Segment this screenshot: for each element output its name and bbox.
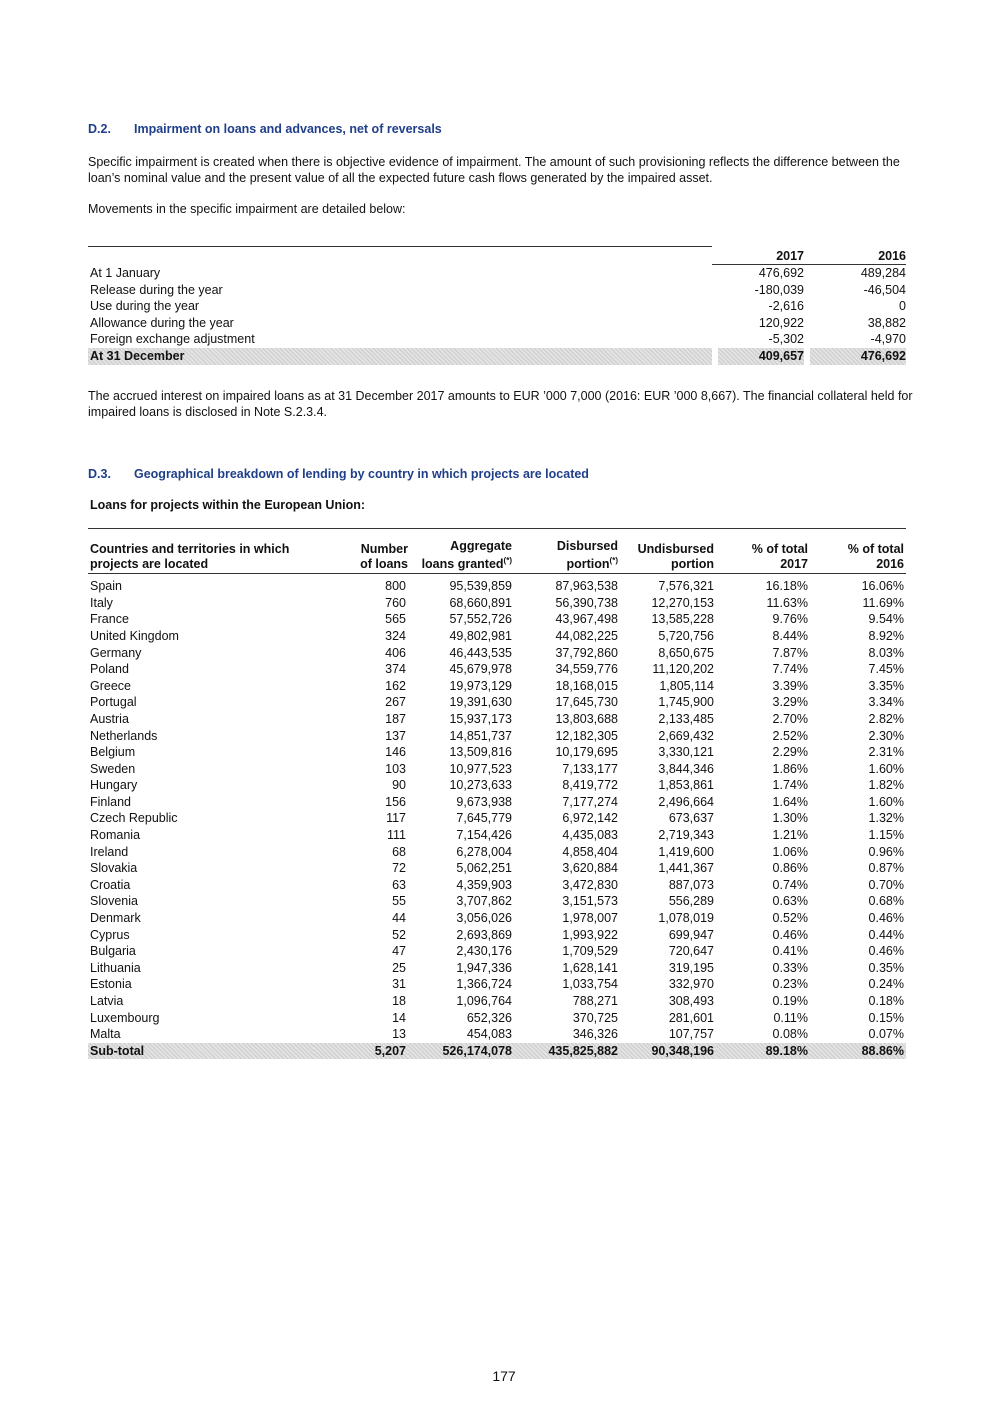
table-cell: 0.41% <box>772 944 808 959</box>
table-row <box>88 777 906 794</box>
row-label: Allowance during the year <box>90 315 234 330</box>
table-cell: 1.64% <box>772 794 808 809</box>
table-cell: 11,120,202 <box>652 662 714 677</box>
d2-paragraph-2: Movements in the specific impairment are detailed below: <box>88 202 406 216</box>
table-cell: 7,154,426 <box>456 828 512 843</box>
column-header-number <box>314 539 408 574</box>
table-cell: 1.86% <box>772 761 808 776</box>
table-cell: 2.70% <box>772 711 808 726</box>
table-cell: 3,056,026 <box>456 911 512 926</box>
table-cell: 3,620,884 <box>562 861 618 876</box>
table-cell: 2,693,869 <box>456 927 512 942</box>
country-name: Czech Republic <box>90 811 178 826</box>
table-cell: 43,967,498 <box>555 612 618 627</box>
table-cell: 1,628,141 <box>562 960 618 975</box>
country-name: Hungary <box>90 778 138 793</box>
country-name: Slovenia <box>90 894 138 909</box>
table-cell: 699,947 <box>668 927 714 942</box>
table-cell: 720,647 <box>668 944 714 959</box>
column-header-2016: 2016 <box>810 247 906 265</box>
table-cell: 137 <box>385 728 406 743</box>
table-cell: 10,273,633 <box>449 778 512 793</box>
column-header-aggregate <box>408 539 514 574</box>
table-total-row <box>88 348 906 365</box>
table-row <box>88 282 906 299</box>
table-cell: 3.39% <box>772 678 808 693</box>
country-name: Finland <box>90 794 131 809</box>
country-name: Netherlands <box>90 728 158 743</box>
table-cell: 0.24% <box>868 977 904 992</box>
table-cell: 13,585,228 <box>651 612 714 627</box>
table-row <box>88 761 906 778</box>
table-row <box>88 860 906 877</box>
table-cell: 556,289 <box>668 894 714 909</box>
table-row <box>88 877 906 894</box>
table-cell: 6,278,004 <box>456 844 512 859</box>
table-cell: 2,719,343 <box>658 828 714 843</box>
table-cell: 8.92% <box>868 628 904 643</box>
table-cell: 55 <box>392 894 406 909</box>
table-cell: 7,133,177 <box>562 761 618 776</box>
table-cell: 187 <box>385 711 406 726</box>
table-cell: 117 <box>386 811 406 826</box>
d2-paragraph-3: The accrued interest on impaired loans as at 31 December 2017 amounts to EUR ’000 7,000 (2016: EUR ’000 8,667). The financial collateral held for impaired loans is disclosed in Note S.2.3.4. <box>88 389 913 419</box>
table-cell: 13 <box>392 1027 406 1042</box>
table-row <box>88 1010 906 1027</box>
table-cell: 15,937,173 <box>449 711 512 726</box>
table-cell: 800 <box>385 579 406 594</box>
value-2016: 0 <box>899 299 906 314</box>
table-cell: 332,970 <box>668 977 714 992</box>
row-label: Release during the year <box>90 282 223 297</box>
country-name: Greece <box>90 678 131 693</box>
table-cell: 14 <box>392 1010 406 1025</box>
table-cell: 45,679,978 <box>449 662 512 677</box>
table-cell: 46,443,535 <box>449 645 512 660</box>
country-name: Estonia <box>90 977 132 992</box>
table-cell: 0.11% <box>773 1010 808 1025</box>
table-cell: 5,062,251 <box>456 861 512 876</box>
table-cell: 7,576,321 <box>658 579 714 594</box>
table-row <box>88 628 906 645</box>
table-row <box>88 910 906 927</box>
table-cell: 1,978,007 <box>562 911 618 926</box>
table-cell: 370,725 <box>572 1010 618 1025</box>
table-cell: 1.15% <box>868 828 904 843</box>
table-cell: 63 <box>392 877 406 892</box>
header-line: 2017 <box>780 556 808 571</box>
table-cell: 44 <box>392 911 406 926</box>
table-cell: 2.29% <box>772 745 808 760</box>
table-total-row <box>88 1043 906 1060</box>
table-row <box>88 694 906 711</box>
table-cell: 34,559,776 <box>555 662 618 677</box>
table-cell: 374 <box>385 662 406 677</box>
table-cell: 2.30% <box>868 728 904 743</box>
table-row <box>88 661 906 678</box>
table-cell: 0.07% <box>868 1027 904 1042</box>
table-cell: 10,179,695 <box>555 745 618 760</box>
table-cell: 887,073 <box>668 877 714 892</box>
table-cell: 56,390,738 <box>555 595 618 610</box>
table-cell: 652,326 <box>466 1010 512 1025</box>
country-name: Denmark <box>90 911 141 926</box>
country-name: France <box>90 612 129 627</box>
country-name: Lithuania <box>90 960 141 975</box>
table-cell: 18 <box>392 994 406 1008</box>
value-2016: 489,284 <box>860 266 906 281</box>
table-cell: 9.54% <box>868 612 904 627</box>
table-cell: 19,391,630 <box>449 695 512 710</box>
table-cell: 2,669,432 <box>658 728 714 743</box>
table-row <box>88 678 906 695</box>
table-cell: 3.29% <box>772 695 808 710</box>
table-cell: 1.32% <box>868 811 904 826</box>
table-cell: 4,359,903 <box>456 877 512 892</box>
table-cell: 13,509,816 <box>449 745 512 760</box>
total-2016: 476,692 <box>810 348 906 365</box>
table-cell: 2,133,485 <box>658 711 714 726</box>
table-cell: 1.60% <box>868 761 904 776</box>
section-d3-title: Geographical breakdown of lending by country in which projects are located <box>134 467 589 481</box>
table-cell: 1,947,336 <box>456 960 512 975</box>
country-name: Luxembourg <box>90 1010 160 1025</box>
country-name: Italy <box>90 595 113 610</box>
country-name: Poland <box>90 662 129 677</box>
table-cell: 0.74% <box>772 877 808 892</box>
value-2016: -46,504 <box>863 282 906 297</box>
table-cell: 454,083 <box>466 1027 512 1042</box>
country-name: Romania <box>90 828 141 843</box>
table-body <box>88 578 906 1043</box>
table-cell: 162 <box>385 678 406 693</box>
table-cell: 406 <box>385 645 406 660</box>
table-cell: 1,993,922 <box>562 927 618 942</box>
table-cell: 10,977,523 <box>449 761 512 776</box>
table-cell: 68,660,891 <box>449 595 512 610</box>
table-cell: 1,709,529 <box>562 944 618 959</box>
table-row <box>88 810 906 827</box>
table-cell: 0.68% <box>868 894 904 909</box>
column-header-undisbursed <box>620 539 716 574</box>
table-cell: 4,858,404 <box>562 844 618 859</box>
table-row <box>88 578 906 595</box>
table-header-row <box>88 247 906 265</box>
table-header-row <box>88 539 906 574</box>
table-cell: 0.46% <box>868 911 904 926</box>
table-cell: 68 <box>392 844 406 859</box>
table-cell: 6,972,142 <box>562 811 618 826</box>
table-cell: 8.44% <box>772 628 808 643</box>
header-line: % of total <box>847 542 904 557</box>
value-2016: -4,970 <box>870 332 906 347</box>
table-cell: 1,441,367 <box>658 861 714 876</box>
table-cell: 44,082,225 <box>555 628 618 643</box>
table-row <box>88 298 906 315</box>
country-name: Germany <box>90 645 142 660</box>
table-cell: 0.87% <box>868 861 904 876</box>
value-2017: 120,922 <box>758 315 804 330</box>
table-row <box>88 827 906 844</box>
table-cell: 0.23% <box>772 977 808 992</box>
section-d2-number: D.2. <box>88 122 111 136</box>
table-cell: 760 <box>385 595 406 610</box>
table-cell: 25 <box>392 960 406 975</box>
d3-subtitle: Loans for projects within the European Union: <box>90 498 366 512</box>
table-row <box>88 943 906 960</box>
total-label: At 31 December <box>88 348 712 365</box>
row-label: At 1 January <box>90 265 161 280</box>
table-cell: 3,844,346 <box>658 761 714 776</box>
country-name: Cyprus <box>90 927 130 942</box>
table-cell: 1,419,600 <box>658 844 714 859</box>
table-cell: 0.86% <box>772 861 808 876</box>
table-row <box>88 265 906 282</box>
table-cell: 13,803,688 <box>555 711 618 726</box>
table-cell: 267 <box>385 695 406 710</box>
total-cell: 435,825,882 <box>514 1043 620 1060</box>
total-cell: 5,207 <box>314 1043 408 1060</box>
table-cell: 0.46% <box>772 927 808 942</box>
table-cell: 87,963,538 <box>555 579 618 594</box>
section-d2-heading <box>88 122 442 136</box>
table-cell: 146 <box>385 745 406 760</box>
table-cell: 7.45% <box>868 662 904 677</box>
table-cell: 7,177,274 <box>562 794 618 809</box>
table-cell: 0.52% <box>772 911 808 926</box>
header-line: Undisbursed <box>637 542 714 557</box>
table-cell: 1.60% <box>868 794 904 809</box>
geographical-lending-table <box>88 528 906 1059</box>
table-cell: 2.82% <box>868 711 904 726</box>
header-line: Disbursed <box>556 539 618 553</box>
table-cell: 111 <box>386 828 406 843</box>
table-cell: 0.44% <box>868 927 904 942</box>
header-line: Number <box>360 542 408 557</box>
table-cell: 18,168,015 <box>555 678 618 693</box>
table-cell: 7,645,779 <box>456 811 512 826</box>
table-cell: 90 <box>392 778 406 793</box>
table-cell: 17,645,730 <box>555 695 618 710</box>
country-name: Malta <box>90 1027 121 1042</box>
country-name: Spain <box>90 579 122 594</box>
section-d3-number: D.3. <box>88 467 111 481</box>
table-cell: 346,326 <box>572 1027 618 1042</box>
header-line: 2016 <box>876 556 904 571</box>
country-name: Portugal <box>90 695 137 710</box>
table-cell: 0.96% <box>868 844 904 859</box>
table-cell: 308,493 <box>668 994 714 1008</box>
table-cell: 19,973,129 <box>449 678 512 693</box>
value-2017: -5,302 <box>768 332 804 347</box>
country-name: Belgium <box>90 745 136 760</box>
header-line: % of total <box>751 542 808 557</box>
header-line: loans granted <box>421 556 504 571</box>
section-d2-title: Impairment on loans and advances, net of reversals <box>134 122 442 136</box>
table-row <box>88 331 906 348</box>
table-row <box>88 893 906 910</box>
row-label: Use during the year <box>90 299 200 314</box>
total-cell: 89.18% <box>716 1043 810 1060</box>
country-name: Bulgaria <box>90 944 136 959</box>
table-cell: 103 <box>385 761 406 776</box>
table-cell: 12,270,153 <box>651 595 714 610</box>
table-cell: 2.52% <box>772 728 808 743</box>
table-cell: 8.03% <box>868 645 904 660</box>
table-cell: 3.35% <box>868 678 904 693</box>
table-cell: 5,720,756 <box>658 628 714 643</box>
table-cell: 1.06% <box>772 844 808 859</box>
table-cell: 9.76% <box>772 612 808 627</box>
table-cell: 14,851,737 <box>449 728 512 743</box>
country-name: United Kingdom <box>90 628 179 643</box>
table-row <box>88 794 906 811</box>
table-cell: 37,792,860 <box>555 645 618 660</box>
country-name: Austria <box>90 711 129 726</box>
table-cell: 2,430,176 <box>456 944 512 959</box>
d2-paragraph-1: Specific impairment is created when there is objective evidence of impairment. The amount of such provisioning reflects the difference between the loan’s nominal value and the present value of all the expected future cash flows generated by the impaired asset. <box>88 155 900 185</box>
table-cell: 324 <box>385 628 406 643</box>
table-row <box>88 595 906 612</box>
table-cell: 1,853,861 <box>658 778 714 793</box>
table-cell: 8,419,772 <box>562 778 618 793</box>
table-row <box>88 711 906 728</box>
table-cell: 1,078,019 <box>658 911 714 926</box>
table-cell: 16.18% <box>765 579 808 594</box>
table-cell: 1,745,900 <box>658 695 714 710</box>
table-cell: 565 <box>385 612 406 627</box>
table-cell: 7.74% <box>772 662 808 677</box>
header-line: Countries and territories in which <box>90 542 290 557</box>
value-2016: 38,882 <box>867 315 906 330</box>
table-row <box>88 993 906 1010</box>
table-cell: 319,195 <box>668 960 714 975</box>
table-cell: 1.74% <box>772 778 808 793</box>
table-cell: 52 <box>392 927 406 942</box>
column-header-country <box>88 539 314 574</box>
table-cell: 0.08% <box>772 1027 808 1042</box>
table-cell: 3,151,573 <box>562 894 618 909</box>
table-cell: 3,707,862 <box>456 894 512 909</box>
table-cell: 281,601 <box>668 1010 714 1025</box>
footnote-marker: (*) <box>503 555 512 565</box>
total-label: Sub-total <box>88 1043 314 1060</box>
country-name: Croatia <box>90 877 131 892</box>
table-cell: 95,539,859 <box>449 579 512 594</box>
table-cell: 673,637 <box>668 811 714 826</box>
table-cell: 11.69% <box>862 595 904 610</box>
value-2017: -2,616 <box>768 299 804 314</box>
table-cell: 7.87% <box>772 645 808 660</box>
table-cell: 8,650,675 <box>658 645 714 660</box>
table-cell: 107,757 <box>668 1027 714 1042</box>
table-cell: 2.31% <box>868 745 904 760</box>
table-row <box>88 960 906 977</box>
table-cell: 16.06% <box>861 579 904 594</box>
table-row <box>88 744 906 761</box>
table-cell: 11.63% <box>766 595 808 610</box>
footnote-marker: (*) <box>609 555 618 565</box>
table-cell: 72 <box>392 861 406 876</box>
header-line: of loans <box>360 556 408 571</box>
impairment-movements-table <box>88 246 906 365</box>
section-d3-heading <box>88 467 589 481</box>
table-cell: 0.63% <box>772 894 808 909</box>
table-cell: 3.34% <box>868 695 904 710</box>
table-cell: 0.15% <box>868 1010 904 1025</box>
table-cell: 156 <box>385 794 406 809</box>
table-cell: 1,366,724 <box>456 977 512 992</box>
total-2017: 409,657 <box>718 348 804 365</box>
table-cell: 0.33% <box>772 960 808 975</box>
table-cell: 1,805,114 <box>659 678 714 693</box>
table-cell: 1.30% <box>772 811 808 826</box>
table-cell: 1,096,764 <box>456 994 512 1008</box>
table-cell: 1.21% <box>772 828 808 843</box>
table-cell: 2,496,664 <box>658 794 714 809</box>
table-cell: 0.19% <box>772 994 808 1008</box>
column-header-disbursed <box>514 539 620 574</box>
header-line: portion <box>670 556 714 571</box>
table-cell: 0.18% <box>868 994 904 1008</box>
value-2017: 476,692 <box>758 266 804 281</box>
page-number: 177 <box>492 1368 516 1384</box>
table-cell: 788,271 <box>572 994 618 1008</box>
table-cell: 0.35% <box>868 960 904 975</box>
header-line: portion <box>566 556 610 571</box>
table-row <box>88 315 906 332</box>
table-row <box>88 844 906 861</box>
total-cell: 526,174,078 <box>408 1043 514 1060</box>
value-2017: -180,039 <box>754 282 804 297</box>
country-name: Ireland <box>90 844 129 859</box>
table-cell: 3,330,121 <box>658 745 714 760</box>
table-cell: 4,435,083 <box>562 828 618 843</box>
table-cell: 57,552,726 <box>449 612 512 627</box>
table-cell: 12,182,305 <box>555 728 618 743</box>
table-cell: 31 <box>392 977 406 992</box>
table-row <box>88 976 906 993</box>
table-cell: 47 <box>392 944 406 959</box>
country-name: Latvia <box>90 994 124 1008</box>
column-header-2017: 2017 <box>718 247 804 265</box>
table-row <box>88 645 906 662</box>
country-name: Slovakia <box>90 861 138 876</box>
table-cell: 49,802,981 <box>449 628 512 643</box>
column-header-pct-2017 <box>716 539 810 574</box>
table-cell: 9,673,938 <box>456 794 512 809</box>
header-line: projects are located <box>90 556 209 571</box>
row-label: Foreign exchange adjustment <box>90 332 255 347</box>
table-cell: 0.70% <box>868 877 904 892</box>
table-row <box>88 927 906 944</box>
table-row <box>88 728 906 745</box>
table-row <box>88 1026 906 1043</box>
total-cell: 88.86% <box>810 1043 906 1060</box>
table-cell: 0.46% <box>868 944 904 959</box>
table-cell: 1.82% <box>868 778 904 793</box>
header-line: Aggregate <box>450 539 512 553</box>
total-cell: 90,348,196 <box>620 1043 716 1060</box>
table-cell: 3,472,830 <box>562 877 618 892</box>
column-header-pct-2016 <box>810 539 906 574</box>
country-name: Sweden <box>90 761 136 776</box>
table-cell: 1,033,754 <box>562 977 618 992</box>
table-row <box>88 611 906 628</box>
